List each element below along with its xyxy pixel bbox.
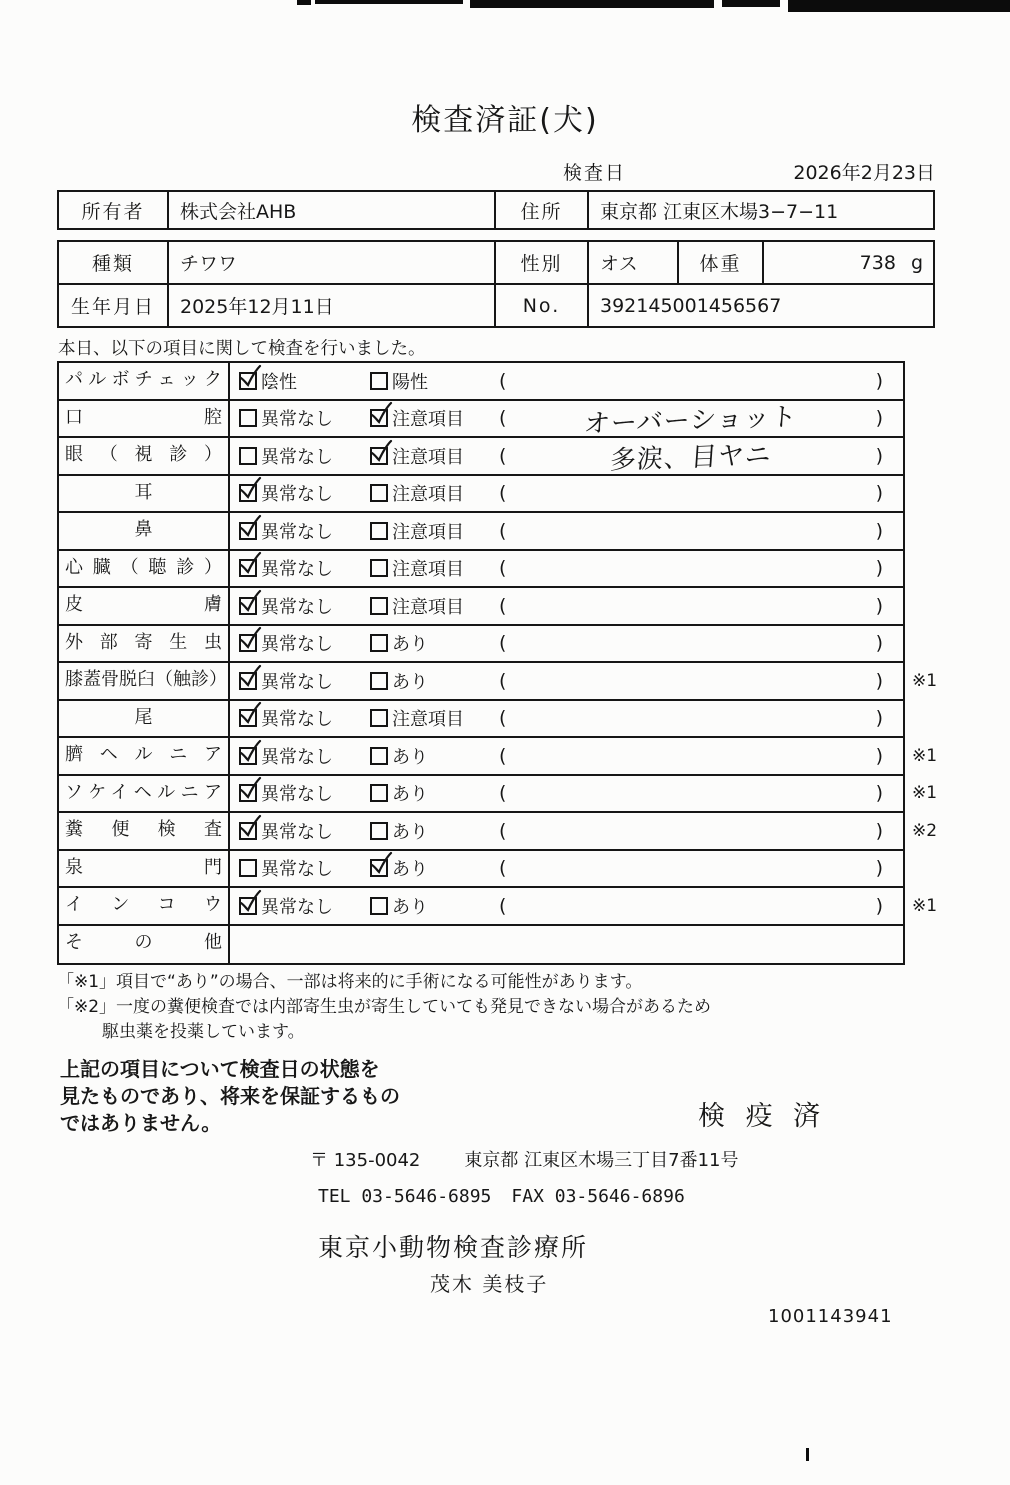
footnotes bbox=[57, 970, 711, 1045]
option-1-label: 異常なし bbox=[261, 709, 333, 731]
birth-label: 生年月日 bbox=[70, 296, 155, 318]
exam-row bbox=[59, 363, 903, 401]
note-field bbox=[499, 513, 903, 549]
option-2-label: あり bbox=[392, 634, 428, 656]
disclaimer bbox=[60, 1056, 400, 1137]
checkbox bbox=[370, 372, 388, 390]
paren-open: ( bbox=[499, 669, 507, 692]
pet-table-row-2 bbox=[59, 285, 933, 326]
check-mark-icon bbox=[238, 777, 262, 801]
option-1-label: 異常なし bbox=[261, 596, 333, 618]
option-2 bbox=[370, 663, 428, 699]
note-field bbox=[499, 701, 903, 737]
note-field bbox=[499, 588, 903, 624]
scan-noise bbox=[788, 0, 1010, 12]
exam-row bbox=[59, 701, 903, 739]
exam-row-content bbox=[230, 851, 903, 887]
inspection-date-label: 検査日 bbox=[563, 162, 627, 184]
checkbox bbox=[239, 484, 257, 502]
exam-row-content bbox=[230, 363, 903, 399]
paren-close: ) bbox=[875, 369, 883, 392]
footnote-mark: ※2 bbox=[912, 820, 938, 841]
exam-row bbox=[59, 776, 938, 814]
option-1 bbox=[239, 363, 297, 399]
exam-row bbox=[59, 926, 903, 964]
option-1-label: 異常なし bbox=[261, 784, 333, 806]
note-field bbox=[499, 813, 903, 849]
check-mark-icon bbox=[238, 552, 262, 576]
checkbox bbox=[370, 672, 388, 690]
exam-row-content bbox=[230, 401, 903, 440]
scan-noise bbox=[297, 0, 311, 5]
clinic-tel: TEL 03-5646-6895 bbox=[318, 1186, 492, 1207]
option-1-label: 異常なし bbox=[261, 859, 333, 881]
option-2 bbox=[370, 776, 428, 812]
disclaimer-line-2: 見たものであり、将来を保証するもの bbox=[60, 1084, 400, 1108]
paren-open: ( bbox=[499, 632, 507, 655]
exam-item-label: 鼻 bbox=[59, 513, 230, 549]
footnote-mark: ※1 bbox=[912, 670, 938, 691]
footnote-2: 「※2」一度の糞便検査では内部寄生虫が寄生していても発見できない場合があるため bbox=[57, 997, 712, 1017]
check-mark-icon bbox=[238, 627, 262, 651]
checkbox bbox=[239, 709, 257, 727]
paren-open: ( bbox=[499, 444, 507, 467]
footnote-mark: ※1 bbox=[912, 745, 938, 766]
option-2 bbox=[370, 363, 428, 399]
checkbox bbox=[370, 409, 388, 427]
option-1-label: 異常なし bbox=[261, 634, 333, 656]
footnote-mark: ※1 bbox=[912, 895, 938, 916]
checkbox bbox=[239, 784, 257, 802]
paren-open: ( bbox=[499, 744, 507, 767]
examiner-name: 茂木 美枝子 bbox=[430, 1272, 549, 1296]
paren-open: ( bbox=[499, 407, 507, 430]
paren-close: ) bbox=[875, 669, 883, 692]
option-2 bbox=[370, 851, 428, 887]
exam-item-label: 口腔 bbox=[59, 401, 230, 437]
paren-open: ( bbox=[499, 782, 507, 805]
paren-close: ) bbox=[875, 519, 883, 542]
option-2-label: 注意項目 bbox=[392, 446, 464, 468]
option-1 bbox=[239, 776, 333, 812]
exam-item-label: 眼（視診） bbox=[59, 438, 230, 474]
exam-item-label: 耳 bbox=[59, 476, 230, 512]
quarantine-stamp: 検 疫 済 bbox=[698, 1101, 827, 1132]
note-field bbox=[499, 438, 903, 477]
exam-row bbox=[59, 476, 903, 514]
paren-close: ) bbox=[875, 482, 883, 505]
option-2 bbox=[370, 476, 464, 512]
inspection-date-row bbox=[57, 158, 935, 182]
breed-value: チワワ bbox=[167, 242, 494, 283]
scan-noise bbox=[315, 0, 463, 4]
paren-close: ) bbox=[875, 444, 883, 467]
check-mark-icon bbox=[238, 665, 262, 689]
exam-row-content bbox=[230, 776, 903, 812]
checkbox bbox=[239, 672, 257, 690]
checkbox bbox=[239, 559, 257, 577]
option-1 bbox=[239, 626, 333, 662]
option-1 bbox=[239, 588, 333, 624]
paren-close: ) bbox=[875, 707, 883, 730]
pet-table bbox=[57, 240, 935, 328]
sex-value: オス bbox=[587, 242, 677, 283]
exam-item-label: 尾 bbox=[59, 701, 230, 737]
check-mark-icon bbox=[238, 515, 262, 539]
option-1 bbox=[239, 813, 333, 849]
paren-close: ) bbox=[875, 632, 883, 655]
paren-open: ( bbox=[499, 819, 507, 842]
intro-text: 本日、以下の項目に関して検査を行いました。 bbox=[58, 339, 426, 359]
option-1-label: 異常なし bbox=[261, 821, 333, 843]
option-2-label: 注意項目 bbox=[392, 709, 464, 731]
exam-row bbox=[59, 626, 903, 664]
weight-value-cell bbox=[762, 242, 933, 283]
option-1 bbox=[239, 551, 333, 587]
exam-row-content bbox=[230, 513, 903, 549]
option-2-label: 注意項目 bbox=[392, 484, 464, 506]
exam-row-content bbox=[230, 738, 903, 774]
exam-row bbox=[59, 551, 903, 589]
checkbox bbox=[370, 559, 388, 577]
checkbox bbox=[239, 447, 257, 465]
exam-item-label: 泉門 bbox=[59, 851, 230, 887]
paren-close: ) bbox=[875, 782, 883, 805]
exam-row-content bbox=[230, 476, 903, 512]
paren-open: ( bbox=[499, 369, 507, 392]
address-value: 東京都 江東区木場3−7−11 bbox=[587, 192, 933, 228]
check-mark-icon bbox=[369, 440, 393, 464]
checkbox bbox=[370, 859, 388, 877]
checkbox bbox=[239, 634, 257, 652]
note-field bbox=[499, 851, 903, 887]
checkbox bbox=[239, 747, 257, 765]
checkbox bbox=[370, 522, 388, 540]
note-field bbox=[499, 776, 903, 812]
paren-close: ) bbox=[875, 744, 883, 767]
option-1-label: 異常なし bbox=[261, 409, 333, 431]
checkbox bbox=[370, 447, 388, 465]
address-label: 住所 bbox=[494, 192, 587, 228]
exam-row-content bbox=[230, 813, 903, 849]
exam-row bbox=[59, 813, 938, 851]
paren-open: ( bbox=[499, 707, 507, 730]
check-mark-icon bbox=[238, 815, 262, 839]
scan-noise bbox=[470, 0, 714, 8]
paren-open: ( bbox=[499, 482, 507, 505]
option-1 bbox=[239, 701, 333, 737]
checkbox bbox=[370, 897, 388, 915]
weight-value: 738 bbox=[859, 251, 896, 274]
option-2 bbox=[370, 438, 464, 474]
exam-row bbox=[59, 663, 938, 701]
check-mark-icon bbox=[238, 477, 262, 501]
scan-noise bbox=[722, 0, 780, 7]
exam-item-label: ソケイヘルニア bbox=[59, 776, 230, 812]
exam-item-label: 膝蓋骨脱臼（触診） bbox=[59, 663, 230, 699]
option-1 bbox=[239, 663, 333, 699]
owner-table bbox=[57, 190, 935, 230]
exam-row-content bbox=[230, 701, 903, 737]
note-field bbox=[499, 476, 903, 512]
checkbox bbox=[239, 822, 257, 840]
option-2 bbox=[370, 888, 428, 924]
exam-item-label: パルボチェック bbox=[59, 363, 230, 399]
inspection-date-value: 2026年2月23日 bbox=[793, 162, 935, 184]
exam-row-content bbox=[230, 926, 903, 964]
option-1-label: 異常なし bbox=[261, 896, 333, 918]
sex-label: 性別 bbox=[494, 242, 587, 283]
birth-value: 2025年12月11日 bbox=[167, 285, 494, 326]
option-1-label: 異常なし bbox=[261, 521, 333, 543]
weight-label: 体重 bbox=[677, 242, 762, 283]
no-value: 392145001456567 bbox=[587, 285, 933, 326]
option-1 bbox=[239, 438, 333, 474]
check-mark-icon bbox=[238, 365, 262, 389]
exam-item-label: 心臓（聴診） bbox=[59, 551, 230, 587]
note-field bbox=[499, 363, 903, 399]
note-field bbox=[499, 738, 903, 774]
scan-noise bbox=[806, 1448, 809, 1461]
checkbox bbox=[239, 859, 257, 877]
option-2 bbox=[370, 401, 464, 437]
exam-row bbox=[59, 401, 903, 439]
note-field bbox=[499, 551, 903, 587]
document-title: 検査済証(犬) bbox=[411, 103, 599, 138]
checkbox bbox=[239, 409, 257, 427]
handwritten-note: 多涙、目ヤニ bbox=[608, 440, 773, 477]
checkbox bbox=[239, 597, 257, 615]
clinic-postal-line bbox=[310, 1146, 738, 1172]
exam-row bbox=[59, 588, 903, 626]
option-1 bbox=[239, 401, 333, 437]
option-2-label: あり bbox=[392, 859, 428, 881]
option-2-label: 注意項目 bbox=[392, 521, 464, 543]
exam-row-content bbox=[230, 888, 903, 924]
clinic-name: 東京小動物検査診療所 bbox=[318, 1233, 589, 1262]
option-1 bbox=[239, 513, 333, 549]
footnote-mark: ※1 bbox=[912, 783, 938, 804]
checkbox bbox=[370, 634, 388, 652]
checkbox bbox=[239, 897, 257, 915]
exam-row-content bbox=[230, 626, 903, 662]
check-mark-icon bbox=[238, 590, 262, 614]
option-1 bbox=[239, 851, 333, 887]
owner-value: 株式会社AHB bbox=[167, 192, 494, 228]
check-mark-icon bbox=[238, 702, 262, 726]
exam-row bbox=[59, 738, 938, 776]
note-field bbox=[499, 626, 903, 662]
option-2 bbox=[370, 738, 428, 774]
option-1-label: 陰性 bbox=[261, 371, 297, 393]
option-2-label: 注意項目 bbox=[392, 559, 464, 581]
exam-row bbox=[59, 888, 938, 926]
serial-number: 1001143941 bbox=[768, 1306, 893, 1327]
exam-item-label: その他 bbox=[59, 926, 230, 964]
option-2-label: あり bbox=[392, 896, 428, 918]
clinic-address: 東京都 江東区木場三丁目7番11号 bbox=[464, 1150, 739, 1171]
no-label: No. bbox=[494, 285, 587, 326]
checkbox bbox=[239, 522, 257, 540]
option-1-label: 異常なし bbox=[261, 446, 333, 468]
exam-row bbox=[59, 851, 903, 889]
checkbox bbox=[370, 597, 388, 615]
exam-row bbox=[59, 513, 903, 551]
checkbox bbox=[370, 784, 388, 802]
checkbox bbox=[239, 372, 257, 390]
paren-open: ( bbox=[499, 894, 507, 917]
exam-row-content bbox=[230, 551, 903, 587]
weight-unit: g bbox=[910, 251, 923, 274]
breed-label: 種類 bbox=[91, 253, 134, 275]
paren-open: ( bbox=[499, 594, 507, 617]
exam-table bbox=[57, 361, 938, 965]
exam-item-label: 皮膚 bbox=[59, 588, 230, 624]
option-2 bbox=[370, 588, 464, 624]
paren-open: ( bbox=[499, 519, 507, 542]
exam-item-label: インコウ bbox=[59, 888, 230, 924]
exam-item-label: 外部寄生虫 bbox=[59, 626, 230, 662]
paren-open: ( bbox=[499, 557, 507, 580]
paren-close: ) bbox=[875, 894, 883, 917]
option-2-label: 注意項目 bbox=[392, 596, 464, 618]
handwritten-note: オーバーショット bbox=[582, 401, 799, 440]
option-2-label: あり bbox=[392, 784, 428, 806]
footnote-1: 「※1」項目で“あり”の場合、一部は将来的に手術になる可能性があります。 bbox=[57, 972, 643, 992]
exam-item-label: 糞便検査 bbox=[59, 813, 230, 849]
owner-label: 所有者 bbox=[81, 200, 145, 223]
checkbox bbox=[370, 822, 388, 840]
option-2 bbox=[370, 701, 464, 737]
paren-close: ) bbox=[875, 557, 883, 580]
check-mark-icon bbox=[238, 740, 262, 764]
paren-close: ) bbox=[875, 857, 883, 880]
exam-row-content bbox=[230, 588, 903, 624]
exam-row bbox=[59, 438, 903, 476]
note-field bbox=[499, 663, 903, 699]
option-2 bbox=[370, 626, 428, 662]
check-mark-icon bbox=[369, 852, 393, 876]
option-1-label: 異常なし bbox=[261, 484, 333, 506]
exam-row-content bbox=[230, 663, 903, 699]
checkbox bbox=[370, 747, 388, 765]
paren-close: ) bbox=[875, 594, 883, 617]
checkbox bbox=[370, 709, 388, 727]
option-1-label: 異常なし bbox=[261, 671, 333, 693]
option-2 bbox=[370, 813, 428, 849]
paren-close: ) bbox=[875, 407, 883, 430]
check-mark-icon bbox=[369, 402, 393, 426]
note-field bbox=[499, 401, 903, 440]
disclaimer-line-3: ではありません。 bbox=[60, 1111, 222, 1135]
postal-code: 〒 135-0042 bbox=[310, 1150, 421, 1171]
exam-item-label: 臍ヘルニア bbox=[59, 738, 230, 774]
exam-row-content bbox=[230, 438, 903, 477]
option-2-label: あり bbox=[392, 671, 428, 693]
paren-close: ) bbox=[875, 819, 883, 842]
option-2-label: 注意項目 bbox=[392, 409, 464, 431]
option-1 bbox=[239, 888, 333, 924]
option-2 bbox=[370, 513, 464, 549]
note-field bbox=[499, 888, 903, 924]
option-2 bbox=[370, 551, 464, 587]
option-2-label: 陽性 bbox=[392, 371, 428, 393]
clinic-tel-line bbox=[318, 1186, 685, 1207]
option-1-label: 異常なし bbox=[261, 746, 333, 768]
check-mark-icon bbox=[238, 890, 262, 914]
option-1 bbox=[239, 476, 333, 512]
option-1-label: 異常なし bbox=[261, 559, 333, 581]
pet-table-row-1 bbox=[59, 242, 933, 285]
paren-open: ( bbox=[499, 857, 507, 880]
option-2-label: あり bbox=[392, 821, 428, 843]
disclaimer-line-1: 上記の項目について検査日の状態を bbox=[60, 1057, 380, 1081]
checkbox bbox=[370, 484, 388, 502]
option-2-label: あり bbox=[392, 746, 428, 768]
option-1 bbox=[239, 738, 333, 774]
clinic-fax: FAX 03-5646-6896 bbox=[511, 1186, 685, 1207]
footnote-2-continued: 駆虫薬を投薬しています。 bbox=[102, 1022, 305, 1042]
